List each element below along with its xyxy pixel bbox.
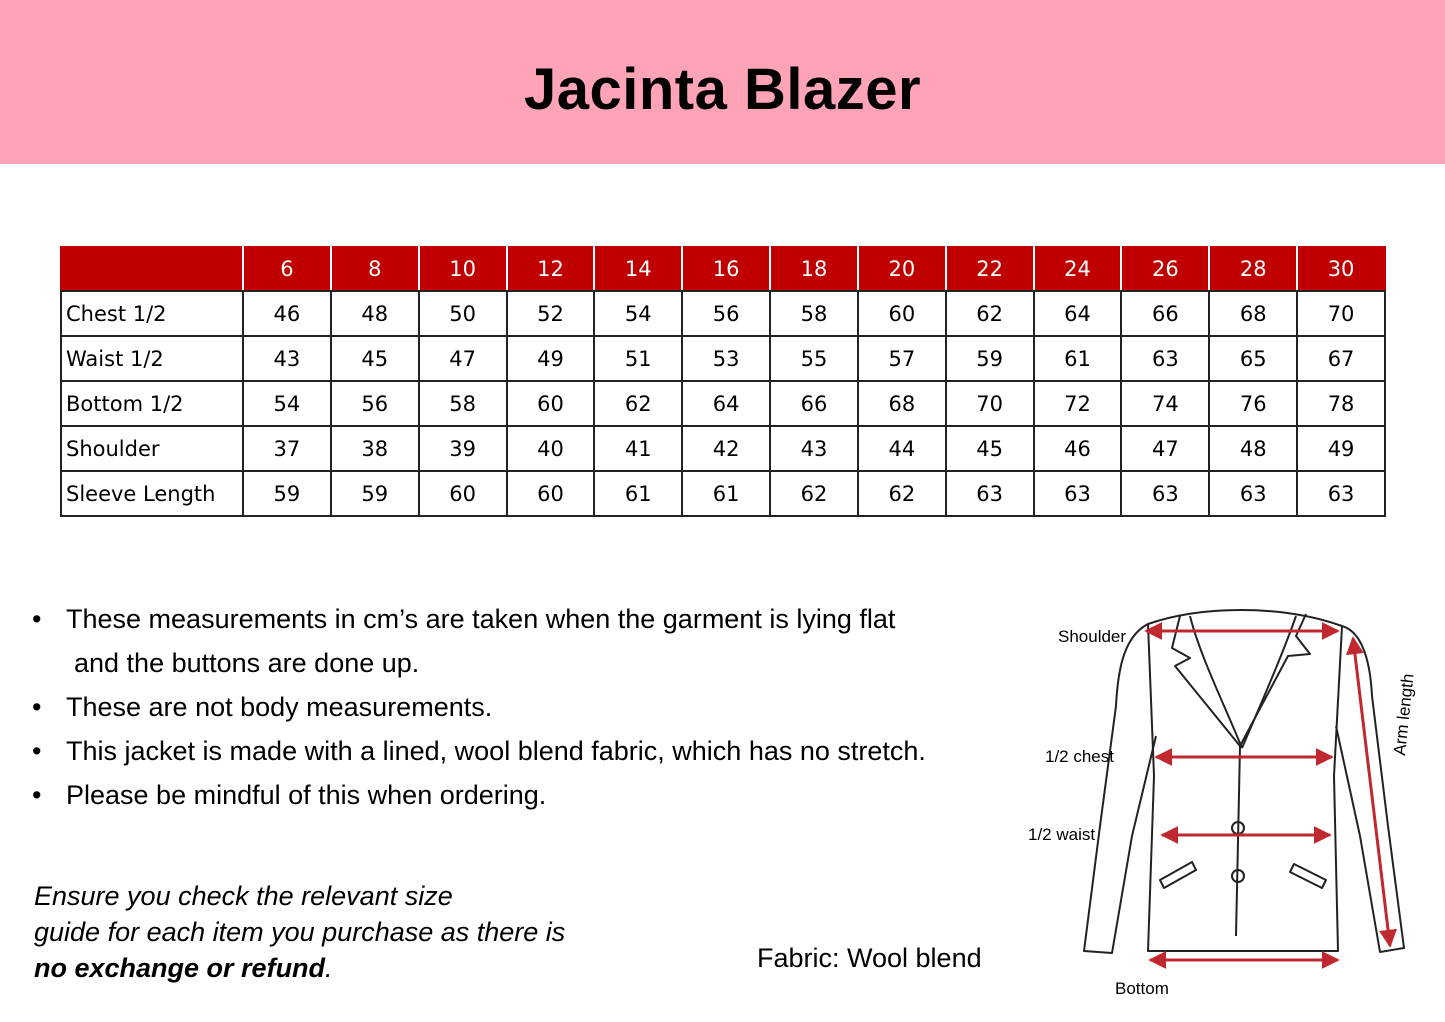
measurement-cell: 58 <box>770 291 858 336</box>
measurement-cell: 68 <box>858 381 946 426</box>
bullet-icon: • <box>32 604 42 634</box>
measurement-cell: 41 <box>594 426 682 471</box>
measurement-cell: 61 <box>594 471 682 516</box>
size-header-row <box>61 247 1385 291</box>
size-header: 6 <box>243 247 331 291</box>
measurement-cell: 62 <box>946 291 1034 336</box>
measurement-cell: 58 <box>419 381 507 426</box>
size-header: 20 <box>858 247 946 291</box>
measurement-cell: 54 <box>594 291 682 336</box>
notice-emphasis: no exchange or refund <box>34 953 326 983</box>
row-label: Waist 1/2 <box>61 336 243 381</box>
size-header: 30 <box>1297 247 1385 291</box>
measurement-cell: 72 <box>1034 381 1122 426</box>
size-header: 22 <box>946 247 1034 291</box>
table-row <box>61 381 1385 426</box>
note-item <box>30 729 1040 773</box>
measurement-cell: 57 <box>858 336 946 381</box>
measurement-cell: 64 <box>1034 291 1122 336</box>
row-label: Sleeve Length <box>61 471 243 516</box>
measurement-cell: 67 <box>1297 336 1385 381</box>
table-row <box>61 336 1385 381</box>
notice-line: guide for each item you purchase as there is <box>34 917 566 947</box>
size-header: 18 <box>770 247 858 291</box>
notes-list <box>30 597 1040 817</box>
note-text: These measurements in cm’s are taken when the garment is lying flat <box>66 604 896 634</box>
measurement-cell: 51 <box>594 336 682 381</box>
size-header: 16 <box>682 247 770 291</box>
measurement-cell: 48 <box>1209 426 1297 471</box>
measurement-cell: 53 <box>682 336 770 381</box>
corner-cell <box>61 247 243 291</box>
notice-end: . <box>325 953 333 983</box>
note-item <box>30 685 1040 729</box>
measurement-cell: 63 <box>1297 471 1385 516</box>
measurement-cell: 54 <box>243 381 331 426</box>
size-header: 10 <box>419 247 507 291</box>
measurement-cell: 55 <box>770 336 858 381</box>
measurement-cell: 68 <box>1209 291 1297 336</box>
measurement-cell: 76 <box>1209 381 1297 426</box>
measurement-cell: 66 <box>1121 291 1209 336</box>
measurement-cell: 43 <box>770 426 858 471</box>
table-row <box>61 471 1385 516</box>
measurement-cell: 44 <box>858 426 946 471</box>
measurement-cell: 66 <box>770 381 858 426</box>
measurement-cell: 62 <box>594 381 682 426</box>
notice-line: Ensure you check the relevant size <box>34 881 453 911</box>
chest-label: 1/2 chest <box>1045 747 1114 766</box>
measurement-cell: 45 <box>331 336 419 381</box>
waist-label: 1/2 waist <box>1028 825 1096 844</box>
measurement-cell: 74 <box>1121 381 1209 426</box>
bullet-icon: • <box>32 780 42 810</box>
arm-length-label: Arm length <box>1390 672 1418 757</box>
size-header: 24 <box>1034 247 1122 291</box>
measurement-cell: 60 <box>858 291 946 336</box>
table-row <box>61 291 1385 336</box>
bottom-label: Bottom <box>1115 979 1169 998</box>
size-header: 14 <box>594 247 682 291</box>
measurement-cell: 49 <box>1297 426 1385 471</box>
measurement-cell: 63 <box>1209 471 1297 516</box>
note-item <box>30 773 1040 817</box>
measurement-cell: 42 <box>682 426 770 471</box>
size-header: 28 <box>1209 247 1297 291</box>
size-header: 12 <box>507 247 595 291</box>
measurement-cell: 63 <box>1121 336 1209 381</box>
fabric-label: Fabric: Wool blend <box>757 943 982 973</box>
measurement-cell: 64 <box>682 381 770 426</box>
measurement-cell: 63 <box>946 471 1034 516</box>
measurement-cell: 60 <box>419 471 507 516</box>
measurement-cell: 40 <box>507 426 595 471</box>
measurement-cell: 47 <box>1121 426 1209 471</box>
measurement-cell: 70 <box>946 381 1034 426</box>
measurement-cell: 59 <box>331 471 419 516</box>
measurement-cell: 61 <box>682 471 770 516</box>
shoulder-label: Shoulder <box>1058 627 1127 646</box>
measurement-cell: 59 <box>243 471 331 516</box>
note-item <box>30 597 1040 685</box>
bullet-icon: • <box>32 736 42 766</box>
size-chart-table <box>60 246 1386 517</box>
measurement-cell: 49 <box>507 336 595 381</box>
row-label: Chest 1/2 <box>61 291 243 336</box>
measurement-cell: 43 <box>243 336 331 381</box>
measurement-cell: 65 <box>1209 336 1297 381</box>
measurement-cell: 38 <box>331 426 419 471</box>
size-header: 8 <box>331 247 419 291</box>
note-text: Please be mindful of this when ordering. <box>66 780 547 810</box>
blazer-diagram <box>1020 596 1420 1006</box>
refund-notice <box>34 878 674 986</box>
measurement-cell: 59 <box>946 336 1034 381</box>
measurement-cell: 63 <box>1121 471 1209 516</box>
bullet-icon: • <box>32 692 42 722</box>
measurement-cell: 56 <box>682 291 770 336</box>
measurement-cell: 56 <box>331 381 419 426</box>
measurement-cell: 52 <box>507 291 595 336</box>
measurement-cell: 60 <box>507 381 595 426</box>
measurement-cell: 78 <box>1297 381 1385 426</box>
size-header: 26 <box>1121 247 1209 291</box>
measurement-cell: 62 <box>770 471 858 516</box>
measurement-cell: 46 <box>1034 426 1122 471</box>
measurement-cell: 48 <box>331 291 419 336</box>
row-label: Shoulder <box>61 426 243 471</box>
measurement-cell: 70 <box>1297 291 1385 336</box>
note-text: This jacket is made with a lined, wool blend fabric, which has no stretch. <box>66 736 926 766</box>
measurement-cell: 46 <box>243 291 331 336</box>
measurement-cell: 45 <box>946 426 1034 471</box>
row-label: Bottom 1/2 <box>61 381 243 426</box>
page-title: Jacinta Blazer <box>523 57 922 122</box>
measurement-cell: 60 <box>507 471 595 516</box>
measurement-cell: 61 <box>1034 336 1122 381</box>
measurement-cell: 37 <box>243 426 331 471</box>
note-text: and the buttons are done up. <box>74 648 420 678</box>
measurement-cell: 63 <box>1034 471 1122 516</box>
measurement-cell: 62 <box>858 471 946 516</box>
measurement-cell: 39 <box>419 426 507 471</box>
note-text: These are not body measurements. <box>66 692 493 722</box>
measurement-cell: 47 <box>419 336 507 381</box>
measurement-cell: 50 <box>419 291 507 336</box>
table-row <box>61 426 1385 471</box>
